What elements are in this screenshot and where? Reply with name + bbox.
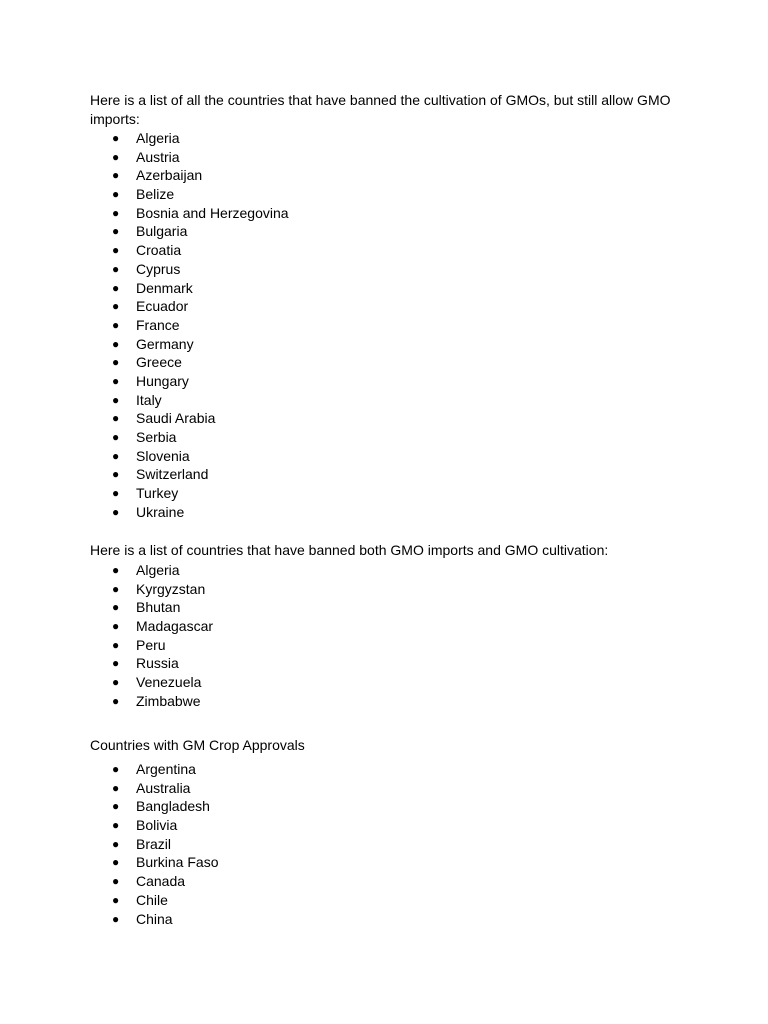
list-item-text: Ecuador [136, 298, 189, 315]
list-item [90, 335, 289, 354]
bullet-icon: ● [112, 836, 120, 851]
list-item [90, 910, 218, 929]
list-item-text: Bulgaria [136, 223, 188, 240]
bullet-icon: ● [112, 411, 120, 426]
list-item [90, 636, 213, 655]
bullet-icon: ● [112, 818, 120, 833]
section-3-intro: Countries with GM Crop Approvals [90, 737, 305, 753]
list-item-text: Venezuela [136, 674, 202, 691]
list-item-text: Burkina Faso [136, 854, 219, 871]
list-item-text: Argentina [136, 761, 196, 777]
bullet-icon: ● [112, 563, 120, 577]
bullet-icon: ● [112, 336, 120, 351]
list-item-text: Belize [136, 186, 175, 203]
section-2-list [90, 561, 213, 711]
bullet-icon: ● [112, 373, 120, 388]
bullet-icon: ● [112, 280, 120, 295]
bullet-icon: ● [112, 430, 120, 444]
list-item [90, 222, 289, 241]
list-item-text: Denmark [136, 279, 193, 296]
list-item [90, 797, 218, 816]
bullet-icon: ● [112, 855, 120, 870]
bullet-icon: ● [112, 168, 120, 183]
bullet-icon: ● [112, 187, 120, 202]
list-item-text: Australia [136, 779, 191, 796]
list-item-text: Switzerland [136, 466, 209, 483]
list-item [90, 297, 289, 316]
list-item [90, 316, 289, 335]
list-item-text: Bolivia [136, 817, 178, 834]
list-item [90, 835, 218, 854]
list-item-text: Saudi Arabia [136, 410, 216, 427]
list-item-text: Canada [136, 873, 186, 890]
bullet-icon: ● [112, 486, 120, 501]
list-item [90, 484, 289, 503]
list-item-text: Bhutan [136, 599, 181, 616]
list-item-text: Azerbaijan [136, 167, 203, 184]
bullet-icon: ● [112, 261, 120, 276]
bullet-icon: ● [112, 149, 120, 164]
list-item-text: Algeria [136, 130, 180, 146]
list-item [90, 617, 213, 636]
list-item-text: Serbia [136, 429, 177, 445]
bullet-icon: ● [112, 224, 120, 239]
bullet-icon: ● [112, 504, 120, 519]
list-item [90, 673, 213, 692]
list-item-text: Hungary [136, 372, 189, 389]
list-item [90, 447, 289, 466]
list-item [90, 428, 289, 447]
list-item-text: Austria [136, 148, 180, 165]
list-item [90, 816, 218, 835]
list-item [90, 853, 218, 872]
list-item-text: Bangladesh [136, 798, 210, 815]
bullet-icon: ● [112, 780, 120, 795]
bullet-icon: ● [112, 799, 120, 814]
bullet-icon: ● [112, 637, 120, 652]
list-item-text: Croatia [136, 242, 182, 259]
list-item-text: Zimbabwe [136, 692, 201, 709]
bullet-icon: ● [112, 892, 120, 907]
bullet-icon: ● [112, 392, 120, 407]
bullet-icon: ● [112, 693, 120, 708]
list-item-text: Madagascar [136, 618, 214, 635]
list-item [90, 779, 218, 798]
list-item-text: Brazil [136, 835, 172, 852]
bullet-icon: ● [112, 619, 120, 634]
list-item-text: Chile [136, 891, 168, 908]
list-item-text: Italy [136, 391, 162, 408]
section-1-intro: Here is a list of all the countries that have banned the cultivation of GMOs, but still allow GMO imports: [90, 92, 671, 127]
list-item-text: Germany [136, 335, 194, 352]
list-item [90, 279, 289, 298]
bullet-icon: ● [112, 874, 120, 889]
bullet-icon: ● [112, 448, 120, 463]
list-item-text: Bosnia and Herzegovina [136, 204, 289, 221]
list-item-text: China [136, 910, 173, 927]
bullet-icon: ● [112, 600, 120, 615]
list-item [90, 148, 289, 167]
list-item [90, 129, 289, 148]
list-item [90, 692, 213, 711]
list-item [90, 185, 289, 204]
list-item [90, 241, 289, 260]
list-item-text: Greece [136, 354, 182, 371]
section-2-intro: Here is a list of countries that have banned both GMO imports and GMO cultivation: [90, 542, 609, 558]
bullet-icon: ● [112, 299, 120, 314]
bullet-icon: ● [112, 911, 120, 926]
list-item-text: Slovenia [136, 447, 190, 464]
list-item [90, 372, 289, 391]
bullet-icon: ● [112, 762, 120, 776]
list-item [90, 872, 218, 891]
list-item [90, 409, 289, 428]
list-item [90, 166, 289, 185]
list-item-text: Kyrgyzstan [136, 580, 206, 597]
list-item-text: Peru [136, 636, 166, 653]
list-item-text: Ukraine [136, 503, 185, 520]
bullet-icon: ● [112, 581, 120, 596]
list-item [90, 503, 289, 522]
section-1-list [90, 129, 289, 521]
list-item [90, 204, 289, 223]
list-item [90, 353, 289, 372]
bullet-icon: ● [112, 205, 120, 220]
bullet-icon: ● [112, 467, 120, 482]
list-item [90, 891, 218, 910]
list-item-text: Cyprus [136, 260, 181, 277]
list-item [90, 465, 289, 484]
list-item [90, 561, 213, 580]
bullet-icon: ● [112, 317, 120, 332]
bullet-icon: ● [112, 675, 120, 690]
list-item [90, 580, 213, 599]
list-item-text: France [136, 316, 180, 333]
list-item-text: Algeria [136, 562, 180, 578]
bullet-icon: ● [112, 656, 120, 671]
bullet-icon: ● [112, 131, 120, 145]
list-item-text: Turkey [136, 485, 179, 502]
list-item [90, 760, 218, 779]
section-3-list [90, 760, 218, 928]
list-item [90, 598, 213, 617]
list-item [90, 391, 289, 410]
bullet-icon: ● [112, 355, 120, 370]
list-item [90, 260, 289, 279]
list-item [90, 654, 213, 673]
bullet-icon: ● [112, 243, 120, 258]
list-item-text: Russia [136, 655, 179, 672]
